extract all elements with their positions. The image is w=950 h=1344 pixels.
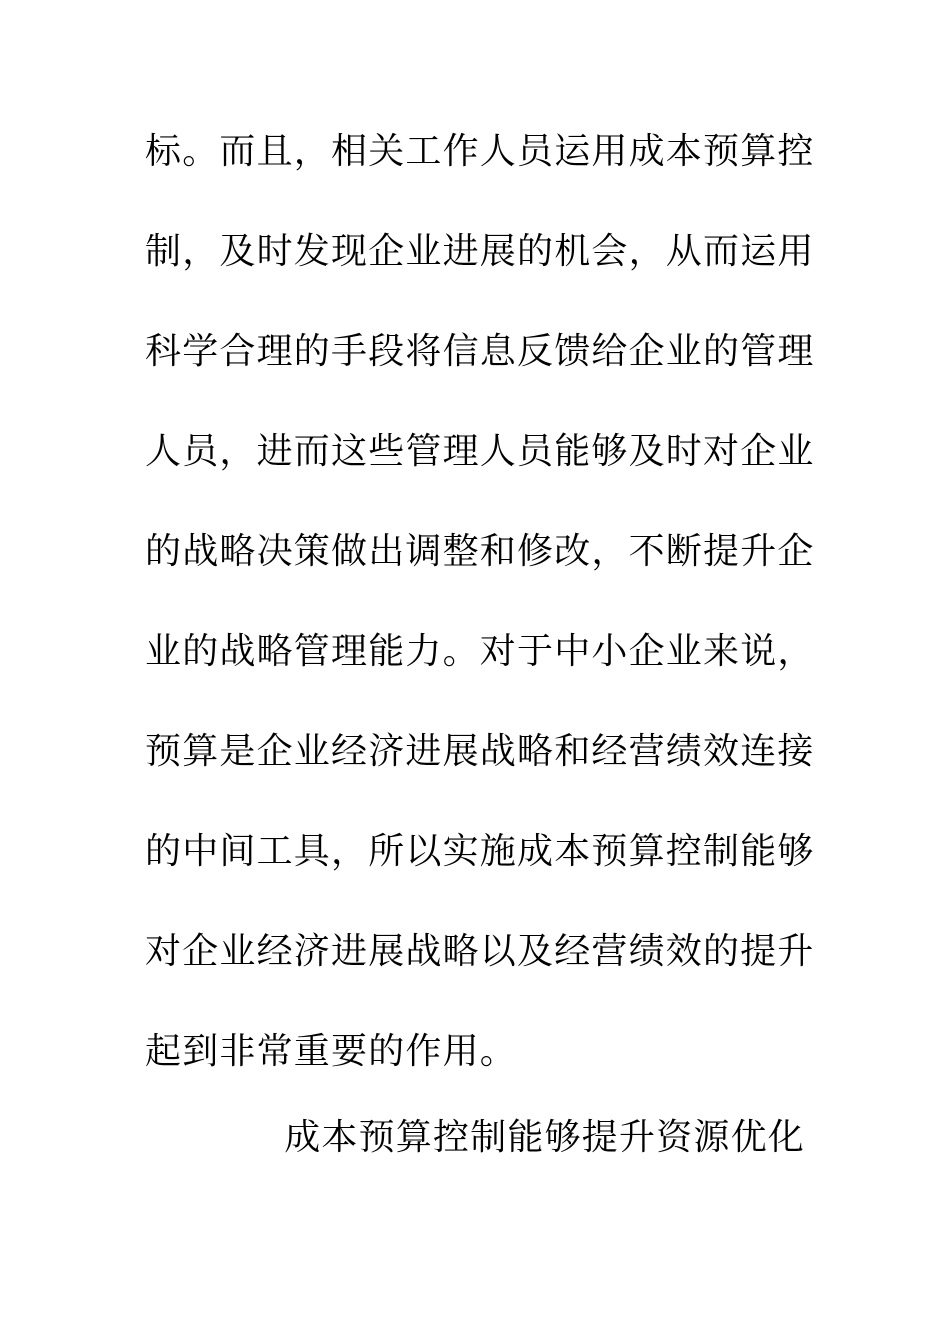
paragraph-line-4: 人员，进而这些管理人员能够及时对企业	[145, 431, 815, 472]
section-heading: 成本预算控制能够提升资源优化	[284, 1117, 805, 1158]
paragraph-line-2: 制，及时发现企业进展的机会，从而运用	[145, 231, 815, 272]
paragraph-line-5: 的战略决策做出调整和修改，不断提升企	[145, 531, 815, 572]
body-paragraph	[145, 122, 815, 1122]
paragraph-line-9: 对企业经济进展战略以及经营绩效的提升	[145, 931, 815, 972]
paragraph-line-10: 起到非常重要的作用。	[145, 1031, 518, 1072]
paragraph-line-7: 预算是企业经济进展战略和经营绩效连接	[145, 731, 815, 772]
paragraph-line-1: 标。而且，相关工作人员运用成本预算控	[145, 131, 815, 172]
paragraph-line-3: 科学合理的手段将信息反馈给企业的管理	[145, 331, 815, 372]
paragraph-line-8: 的中间工具，所以实施成本预算控制能够	[145, 831, 815, 872]
paragraph-line-6: 业的战略管理能力。对于中小企业来说，	[145, 631, 815, 672]
